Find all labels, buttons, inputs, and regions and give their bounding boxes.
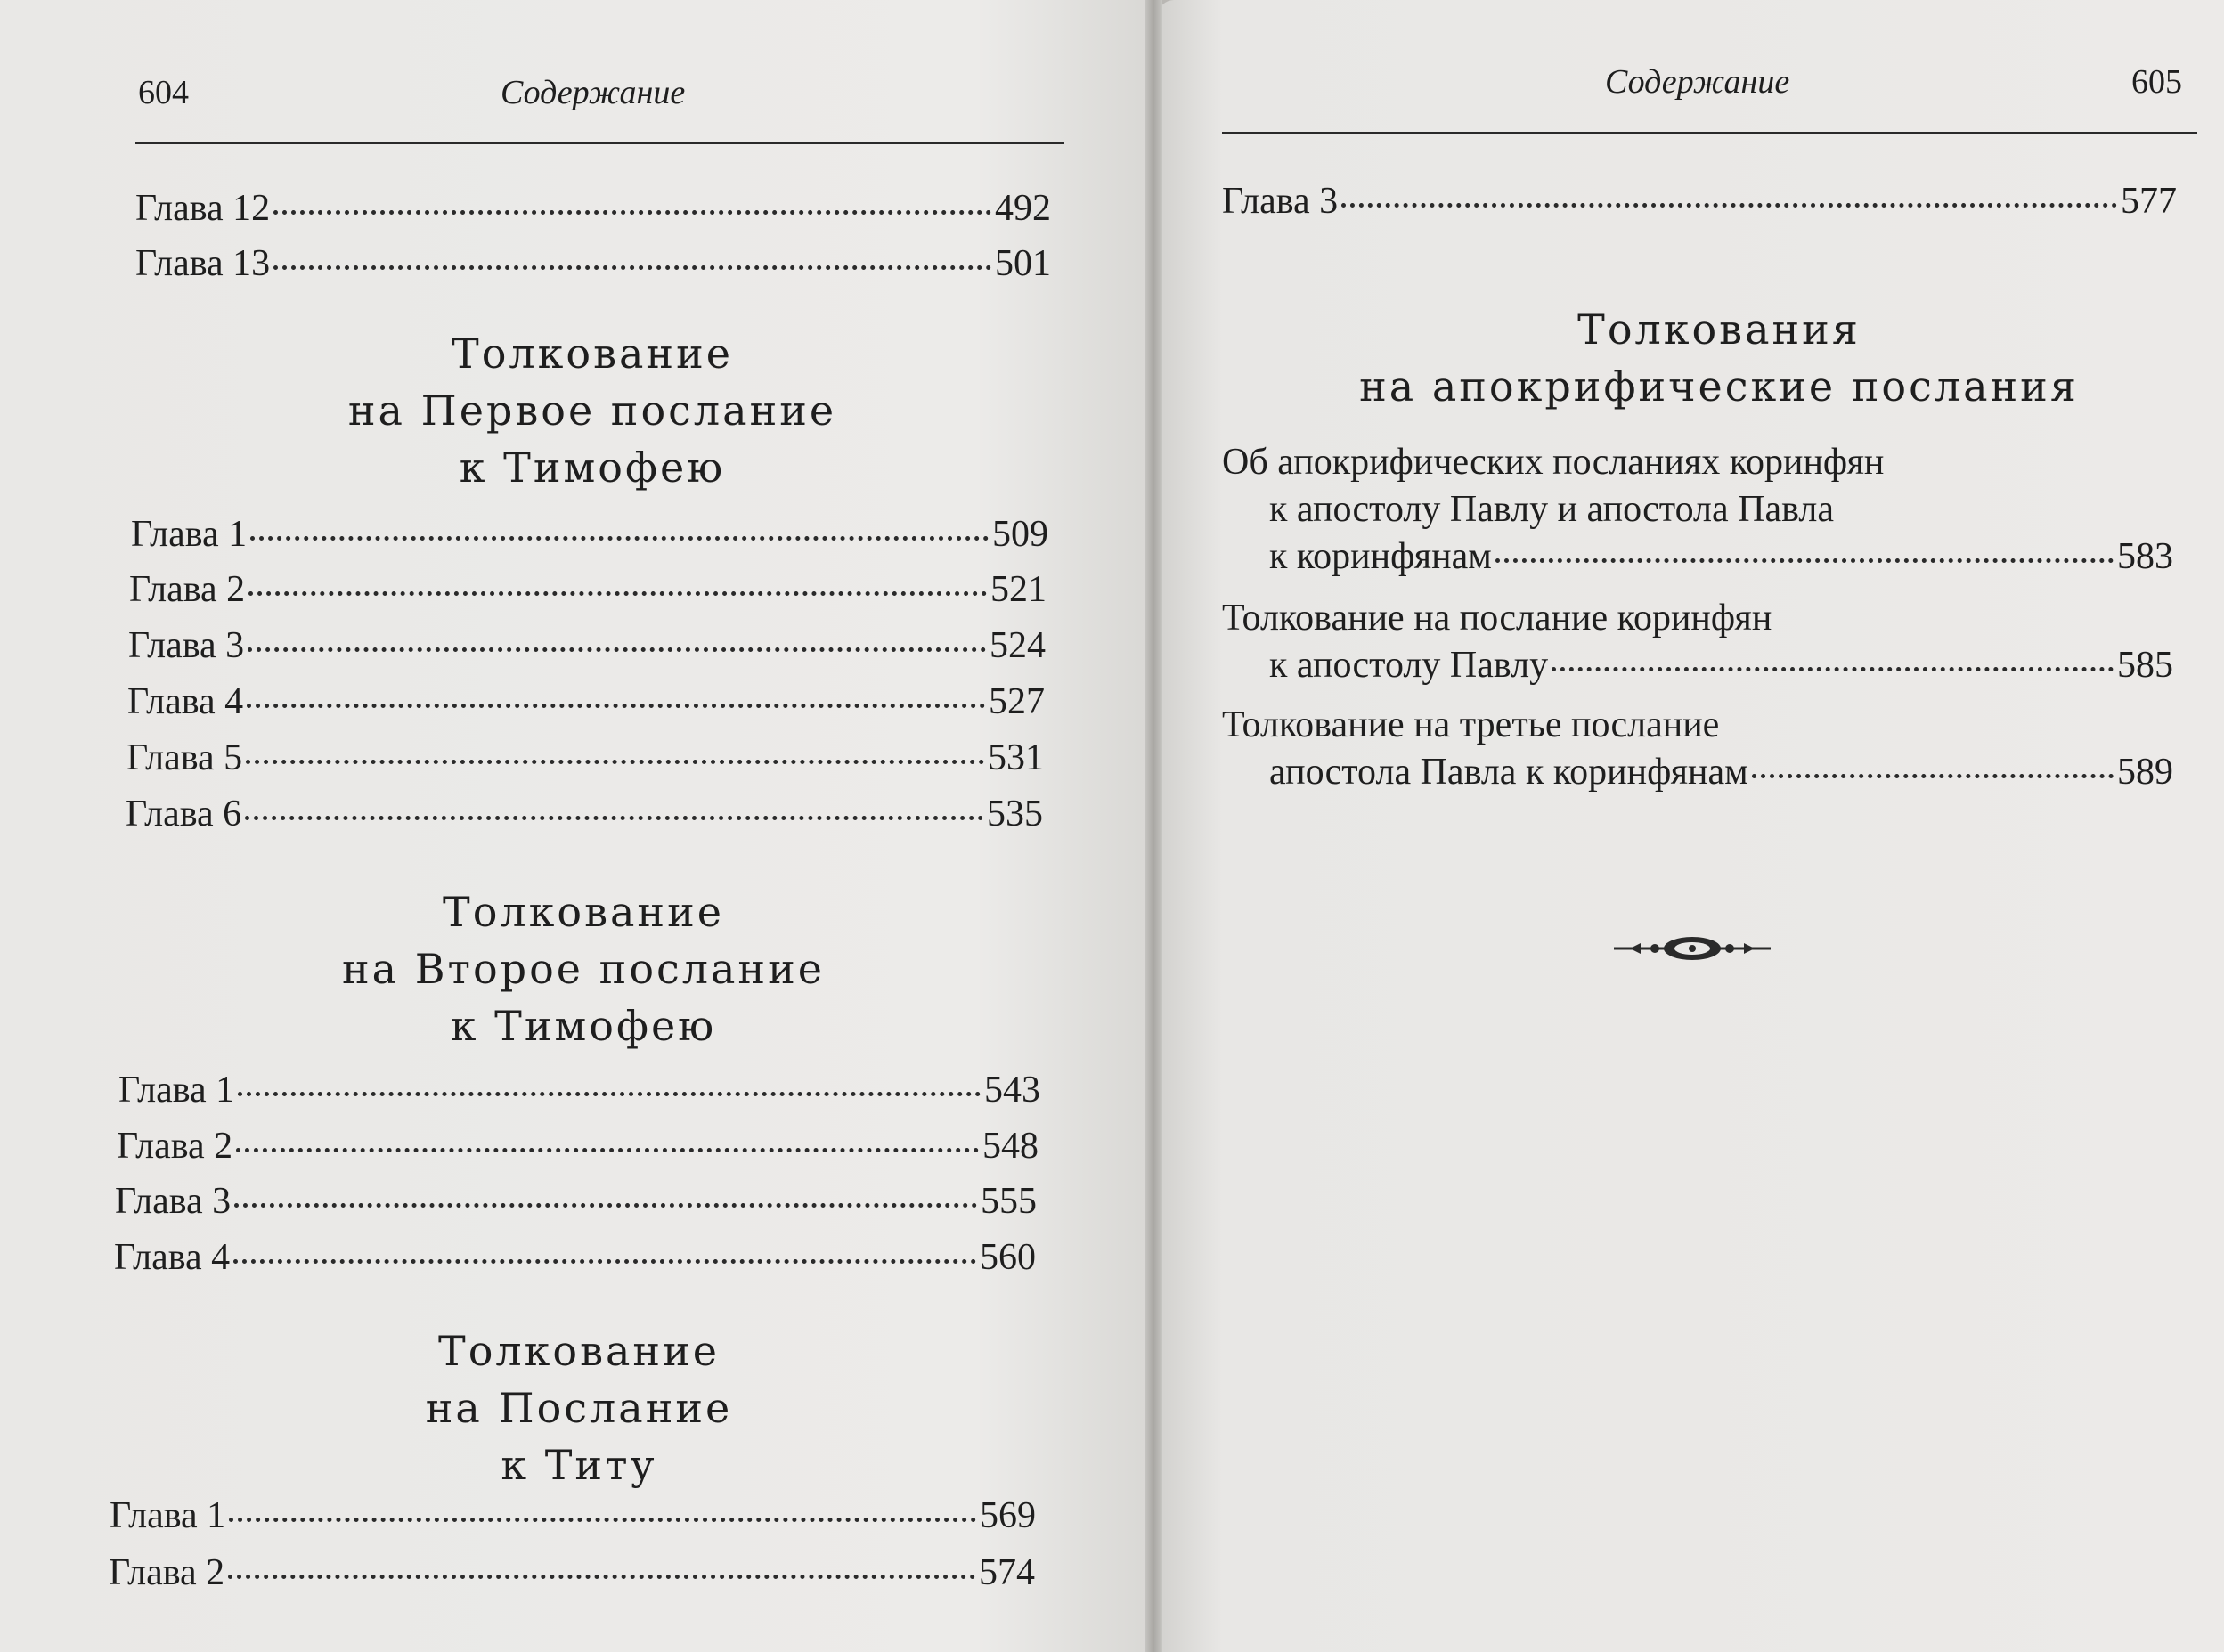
toc-entry[interactable] bbox=[131, 513, 1048, 556]
heading-line: к Тимофею bbox=[459, 444, 726, 492]
toc-entry[interactable] bbox=[110, 1494, 1036, 1537]
toc-multiline-text: Об апокрифических посланиях коринфян bbox=[1222, 442, 1885, 483]
toc-entry-page: 492 bbox=[995, 188, 1051, 229]
toc-entry[interactable] bbox=[114, 1236, 1036, 1279]
toc-entry-page: 527 bbox=[989, 681, 1045, 722]
toc-entry-page: 574 bbox=[979, 1552, 1035, 1593]
toc-entry[interactable] bbox=[126, 793, 1043, 835]
toc-multiline-text: Толкование на послание коринфян bbox=[1222, 598, 1772, 639]
toc-entry-page: 501 bbox=[995, 243, 1051, 284]
toc-entry[interactable] bbox=[127, 680, 1045, 723]
toc-entry-label: Глава 1 bbox=[118, 1070, 235, 1111]
right-page-number: 605 bbox=[2131, 63, 2182, 101]
leader-dots bbox=[1552, 667, 2114, 671]
right-header-rule bbox=[1222, 132, 2197, 134]
leader-dots bbox=[1752, 774, 2114, 778]
toc-entry[interactable] bbox=[1269, 535, 2173, 578]
leader-dots bbox=[228, 1575, 975, 1579]
toc-entry-label: Глава 3 bbox=[115, 1181, 232, 1222]
toc-entry[interactable] bbox=[129, 568, 1047, 611]
toc-entry-page: 509 bbox=[992, 514, 1048, 555]
toc-entry-label: Глава 4 bbox=[127, 681, 244, 722]
leader-dots bbox=[248, 647, 986, 652]
leader-dots bbox=[250, 536, 989, 541]
toc-entry[interactable] bbox=[126, 736, 1044, 779]
heading-line: к Титу bbox=[501, 1441, 657, 1489]
heading-line: Толкования bbox=[1577, 305, 1861, 354]
leader-dots bbox=[229, 1518, 976, 1522]
section-heading-timothy1 bbox=[267, 325, 917, 496]
toc-multiline-text: Толкование на третье послание bbox=[1222, 704, 1720, 745]
toc-entry-page: 577 bbox=[2121, 181, 2177, 222]
leader-dots bbox=[248, 591, 987, 596]
heading-line: на Послание bbox=[425, 1384, 733, 1432]
toc-entry-page: 524 bbox=[990, 625, 1046, 666]
heading-line: на Второе послание bbox=[342, 945, 825, 993]
toc-entry-page: 535 bbox=[987, 793, 1043, 834]
leader-dots bbox=[273, 265, 991, 270]
toc-entry[interactable] bbox=[117, 1125, 1039, 1168]
toc-entry-page: 569 bbox=[980, 1495, 1036, 1536]
leader-dots bbox=[236, 1148, 979, 1152]
heading-line: Толкование bbox=[443, 888, 724, 936]
toc-entry-page: 555 bbox=[981, 1181, 1037, 1222]
heading-line: Толкование bbox=[438, 1327, 720, 1375]
toc-entry-label: Глава 3 bbox=[128, 625, 245, 666]
toc-entry[interactable] bbox=[1269, 751, 2173, 793]
toc-entry-label: Глава 2 bbox=[129, 569, 246, 610]
toc-entry[interactable] bbox=[109, 1551, 1035, 1594]
toc-entry-page: 543 bbox=[984, 1070, 1040, 1111]
toc-entry-label: Глава 5 bbox=[126, 737, 243, 778]
toc-entry-page: 531 bbox=[988, 737, 1044, 778]
right-running-title: Содержание bbox=[1605, 63, 1790, 101]
leader-dots bbox=[245, 816, 983, 820]
toc-entry-label: Глава 3 bbox=[1222, 181, 1339, 222]
leader-dots bbox=[238, 1092, 981, 1096]
leader-dots bbox=[233, 1259, 976, 1264]
heading-line: Толкование bbox=[452, 330, 733, 378]
heading-line: на апокрифические послания bbox=[1359, 362, 2079, 411]
toc-entry[interactable] bbox=[1269, 644, 2173, 687]
toc-entry-page: 521 bbox=[990, 569, 1047, 610]
heading-line: к Тимофею bbox=[450, 1002, 717, 1050]
toc-entry-page: 560 bbox=[980, 1237, 1036, 1278]
section-heading-titus bbox=[254, 1322, 904, 1493]
section-heading-apocrypha bbox=[1229, 301, 2209, 415]
leader-dots bbox=[273, 210, 991, 215]
heading-line: на Первое послание bbox=[347, 387, 837, 435]
toc-entry-label: Глава 4 bbox=[114, 1237, 231, 1278]
toc-entry[interactable] bbox=[135, 242, 1051, 285]
leader-dots bbox=[1495, 558, 2114, 563]
toc-entry-page: 583 bbox=[2117, 536, 2173, 577]
leader-dots bbox=[234, 1203, 977, 1208]
leader-dots bbox=[247, 704, 985, 708]
toc-entry[interactable] bbox=[135, 187, 1051, 230]
toc-entry-label: к апостолу Павлу bbox=[1269, 645, 1549, 686]
toc-multiline-text: к апостолу Павлу и апостола Павла bbox=[1269, 489, 1834, 530]
leader-dots bbox=[246, 760, 984, 764]
toc-entry-label: Глава 1 bbox=[110, 1495, 226, 1536]
toc-entry-label: Глава 2 bbox=[109, 1552, 225, 1593]
left-running-title: Содержание bbox=[501, 74, 686, 111]
book-gutter bbox=[1145, 0, 1162, 1652]
right-page bbox=[1158, 0, 2224, 1652]
toc-entry-page: 548 bbox=[982, 1126, 1039, 1167]
section-heading-timothy2 bbox=[258, 883, 908, 1054]
toc-entry[interactable] bbox=[118, 1069, 1040, 1111]
toc-entry-label: Глава 13 bbox=[135, 243, 271, 284]
left-page-number: 604 bbox=[138, 74, 189, 111]
leader-dots bbox=[1341, 203, 2117, 208]
toc-entry-label: к коринфянам bbox=[1269, 536, 1492, 577]
left-header-rule bbox=[135, 142, 1064, 144]
toc-entry-label: Глава 12 bbox=[135, 188, 271, 229]
toc-entry-label: апостола Павла к коринфянам bbox=[1269, 752, 1748, 793]
toc-entry[interactable] bbox=[1222, 180, 2177, 223]
toc-entry-page: 589 bbox=[2117, 752, 2173, 793]
toc-entry[interactable] bbox=[128, 624, 1046, 667]
toc-entry-label: Глава 6 bbox=[126, 793, 242, 834]
fleuron-ornament-icon bbox=[1612, 931, 1772, 966]
toc-entry-page: 585 bbox=[2117, 645, 2173, 686]
toc-entry[interactable] bbox=[115, 1180, 1037, 1223]
toc-entry-label: Глава 2 bbox=[117, 1126, 233, 1167]
toc-entry-label: Глава 1 bbox=[131, 514, 248, 555]
